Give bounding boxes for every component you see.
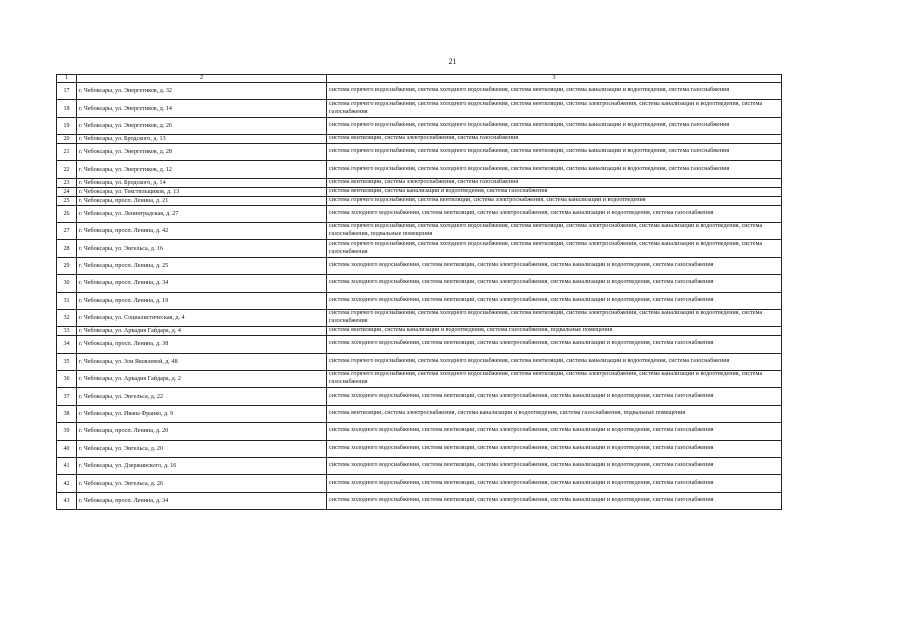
table-row xyxy=(57,257,782,274)
row-number-cell: 17 xyxy=(57,83,77,100)
systems-cell: система горячего водоснабжения, система холодного водоснабжения, система вентиляции, система электроснабжения, система канализации и водоотведения, система газоснабжения xyxy=(327,371,782,388)
table-row xyxy=(57,222,782,239)
table-row xyxy=(57,309,782,326)
table-row xyxy=(57,100,782,117)
table-row xyxy=(57,475,782,492)
table-row xyxy=(57,117,782,134)
table-row xyxy=(57,240,782,257)
address-cell: г. Чебоксары, ул. Социалистическая, д. 4 xyxy=(77,309,327,326)
address-cell: г. Чебоксары, ул. Зои Яковлевой, д. 48 xyxy=(77,353,327,370)
systems-cell: система горячего водоснабжения, система холодного водоснабжения, система вентиляции, система канализации и водоотведения, система газоснабжения xyxy=(327,353,782,370)
row-number-cell: 24 xyxy=(57,187,77,196)
address-cell: г. Чебоксары, ул. Дзержинского, д. 16 xyxy=(77,457,327,474)
address-cell: г. Чебоксары, ул. Энергетиков, д. 12 xyxy=(77,161,327,178)
row-number-cell: 19 xyxy=(57,117,77,134)
table-row xyxy=(57,275,782,292)
row-number-cell: 34 xyxy=(57,336,77,353)
row-number-cell: 29 xyxy=(57,257,77,274)
address-cell: г. Чебоксары, ул. Текстильщиков, д. 13 xyxy=(77,187,327,196)
systems-cell: система холодного водоснабжения, система вентиляции, система электроснабжения, система канализации и водоотведения, система газоснабжения xyxy=(327,492,782,509)
table-row xyxy=(57,292,782,309)
systems-cell: система горячего водоснабжения, система вентиляции, система электроснабжения, система канализации и водоотведения xyxy=(327,196,782,205)
systems-cell: система холодного водоснабжения, система вентиляции, система электроснабжения, система канализации и водоотведения, система газоснабжения xyxy=(327,205,782,222)
address-cell: г. Чебоксары, просп. Ленина, д. 34 xyxy=(77,492,327,509)
table-row xyxy=(57,187,782,196)
systems-cell: система холодного водоснабжения, система вентиляции, система электроснабжения, система канализации и водоотведения, система газоснабжения xyxy=(327,336,782,353)
systems-cell: система холодного водоснабжения, система вентиляции, система электроснабжения, система канализации и водоотведения, система газоснабжения xyxy=(327,475,782,492)
table-row xyxy=(57,457,782,474)
table-row xyxy=(57,423,782,440)
row-number-cell: 30 xyxy=(57,275,77,292)
page-number: 21 xyxy=(448,57,457,66)
address-cell: г. Чебоксары, ул. Энгельса, д. 16 xyxy=(77,240,327,257)
address-cell: г. Чебоксары, ул. Ивана Франко, д. 9 xyxy=(77,405,327,422)
address-cell: г. Чебоксары, ул. Аркадия Гайдара, д. 4 xyxy=(77,327,327,336)
row-number-cell: 37 xyxy=(57,388,77,405)
row-number-cell: 18 xyxy=(57,100,77,117)
row-number-cell: 33 xyxy=(57,327,77,336)
systems-cell: система горячего водоснабжения, система холодного водоснабжения, система вентиляции, система канализации и водоотведения, система газоснабжения xyxy=(327,83,782,100)
row-number-cell: 42 xyxy=(57,475,77,492)
systems-cell: система холодного водоснабжения, система вентиляции, система электроснабжения, система канализации и водоотведения, система газоснабжения xyxy=(327,457,782,474)
systems-cell: система вентиляции, система канализации и водоотведения, система газоснабжения, подвальные помещения xyxy=(327,327,782,336)
address-cell: г. Чебоксары, ул. Энергетиков, д. 32 xyxy=(77,83,327,100)
row-number-cell: 27 xyxy=(57,222,77,239)
address-cell: г. Чебоксары, ул. Бродского, д. 14 xyxy=(77,178,327,187)
systems-cell: система горячего водоснабжения, система холодного водоснабжения, система вентиляции, система канализации и водоотведения, система газоснабжения xyxy=(327,117,782,134)
row-number-cell: 21 xyxy=(57,144,77,161)
row-number-cell: 43 xyxy=(57,492,77,509)
row-number-cell: 23 xyxy=(57,178,77,187)
column-header-systems: 3 xyxy=(327,75,782,83)
row-number-cell: 36 xyxy=(57,371,77,388)
systems-cell: система вентиляции, система канализации и водоотведения, система газоснабжения xyxy=(327,187,782,196)
table-row xyxy=(57,353,782,370)
address-cell: г. Чебоксары, ул. Аркадия Гайдара, д. 2 xyxy=(77,371,327,388)
table-row xyxy=(57,83,782,100)
row-number-cell: 41 xyxy=(57,457,77,474)
address-cell: г. Чебоксары, ул. Бродского, д. 13 xyxy=(77,135,327,144)
table-row xyxy=(57,205,782,222)
systems-cell: система горячего водоснабжения, система холодного водоснабжения, система вентиляции, система электроснабжения, система канализации и водоотведения, система газоснабжения, подвальные помещения xyxy=(327,222,782,239)
address-cell: г. Чебоксары, ул. Энергетиков, д. 14 xyxy=(77,100,327,117)
systems-cell: система вентиляции, система электроснабжения, система газоснабжения xyxy=(327,135,782,144)
table-header-row xyxy=(57,75,782,83)
systems-cell: система горячего водоснабжения, система холодного водоснабжения, система вентиляции, система электроснабжения, система канализации и водоотведения, система газоснабжения xyxy=(327,100,782,117)
address-cell: г. Чебоксары, ул. Ленинградская, д. 27 xyxy=(77,205,327,222)
address-cell: г. Чебоксары, ул. Энгельса, д. 26 xyxy=(77,475,327,492)
address-cell: г. Чебоксары, просп. Ленина, д. 21 xyxy=(77,196,327,205)
address-cell: г. Чебоксары, просп. Ленина, д. 42 xyxy=(77,222,327,239)
row-number-cell: 28 xyxy=(57,240,77,257)
table-row xyxy=(57,135,782,144)
column-header-address: 2 xyxy=(77,75,327,83)
systems-cell: система холодного водоснабжения, система вентиляции, система электроснабжения, система канализации и водоотведения, система газоснабжения xyxy=(327,388,782,405)
row-number-cell: 20 xyxy=(57,135,77,144)
row-number-cell: 31 xyxy=(57,292,77,309)
row-number-cell: 40 xyxy=(57,440,77,457)
row-number-cell: 25 xyxy=(57,196,77,205)
systems-cell: система горячего водоснабжения, система холодного водоснабжения, система вентиляции, система канализации и водоотведения, система газоснабжения xyxy=(327,144,782,161)
systems-cell: система холодного водоснабжения, система вентиляции, система электроснабжения, система канализации и водоотведения, система газоснабжения xyxy=(327,257,782,274)
address-cell: г. Чебоксары, ул. Энергетиков, д. 28 xyxy=(77,144,327,161)
buildings-systems-table xyxy=(56,74,782,510)
row-number-cell: 26 xyxy=(57,205,77,222)
systems-cell: система горячего водоснабжения, система холодного водоснабжения, система вентиляции, система электроснабжения, система канализации и водоотведения, система газоснабжения xyxy=(327,309,782,326)
table-body xyxy=(57,83,782,510)
table-row xyxy=(57,492,782,509)
row-number-cell: 22 xyxy=(57,161,77,178)
address-cell: г. Чебоксары, ул. Энергетиков, д. 26 xyxy=(77,117,327,134)
address-cell: г. Чебоксары, просп. Ленина, д. 19 xyxy=(77,292,327,309)
table-row xyxy=(57,178,782,187)
table-row xyxy=(57,161,782,178)
table-row xyxy=(57,371,782,388)
systems-cell: система вентиляции, система электроснабжения, система канализации и водоотведения, система газоснабжения, подвальные помещения xyxy=(327,405,782,422)
table-row xyxy=(57,388,782,405)
address-cell: г. Чебоксары, просп. Ленина, д. 38 xyxy=(77,336,327,353)
systems-cell: система горячего водоснабжения, система холодного водоснабжения, система вентиляции, система электроснабжения, система канализации и водоотведения, система газоснабжения xyxy=(327,240,782,257)
table-row xyxy=(57,144,782,161)
address-cell: г. Чебоксары, ул. Энгельса, д. 20 xyxy=(77,440,327,457)
systems-cell: система холодного водоснабжения, система вентиляции, система электроснабжения, система канализации и водоотведения, система газоснабжения xyxy=(327,292,782,309)
address-cell: г. Чебоксары, ул. Энгельса, д. 22 xyxy=(77,388,327,405)
systems-cell: система холодного водоснабжения, система вентиляции, система электроснабжения, система канализации и водоотведения, система газоснабжения xyxy=(327,440,782,457)
systems-cell: система холодного водоснабжения, система вентиляции, система электроснабжения, система канализации и водоотведения, система газоснабжения xyxy=(327,423,782,440)
row-number-cell: 39 xyxy=(57,423,77,440)
address-cell: г. Чебоксары, просп. Ленина, д. 20 xyxy=(77,423,327,440)
table-row xyxy=(57,196,782,205)
row-number-cell: 32 xyxy=(57,309,77,326)
table-row xyxy=(57,336,782,353)
systems-cell: система горячего водоснабжения, система холодного водоснабжения, система вентиляции, система канализации и водоотведения, система газоснабжения xyxy=(327,161,782,178)
row-number-cell: 35 xyxy=(57,353,77,370)
address-cell: г. Чебоксары, просп. Ленина, д. 34 xyxy=(77,275,327,292)
column-header-number: 1 xyxy=(57,75,77,83)
address-cell: г. Чебоксары, просп. Ленина, д. 25 xyxy=(77,257,327,274)
table-row xyxy=(57,327,782,336)
systems-cell: система холодного водоснабжения, система вентиляции, система электроснабжения, система канализации и водоотведения, система газоснабжения xyxy=(327,275,782,292)
systems-cell: система вентиляции, система электроснабжения, система газоснабжения xyxy=(327,178,782,187)
table-row xyxy=(57,405,782,422)
row-number-cell: 38 xyxy=(57,405,77,422)
table-row xyxy=(57,440,782,457)
